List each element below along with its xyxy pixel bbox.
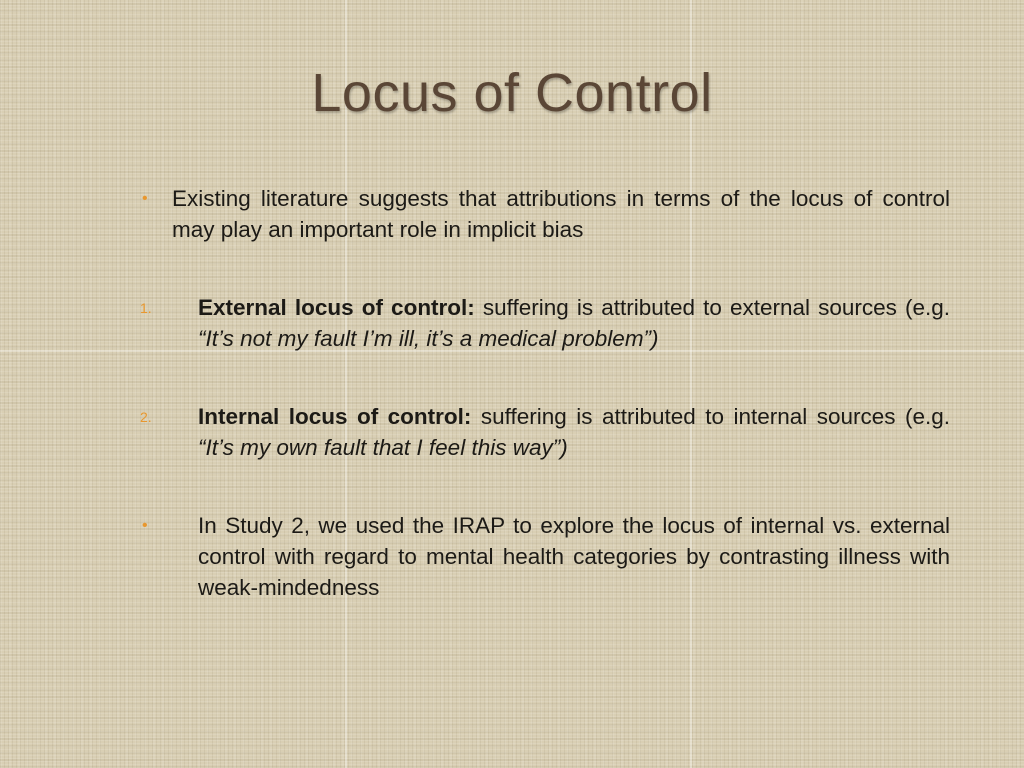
bullet-icon: • <box>142 190 148 207</box>
list-item <box>138 183 950 245</box>
item-text: In Study 2, we used the IRAP to explore the locus of internal vs. external control with regard to mental health categories by contrasting illness with weak-mindedness <box>198 513 950 600</box>
bullet-list <box>138 183 950 650</box>
item-heading: Internal locus of control: <box>198 404 472 429</box>
bullet-icon: • <box>142 517 148 534</box>
item-text: Existing literature suggests that attributions in terms of the locus of control may play an important role in implicit bias <box>172 186 950 242</box>
item-quote: “It’s not my fault I’m ill, it’s a medical problem”) <box>198 326 659 351</box>
list-number: 2. <box>140 409 152 425</box>
list-item-internal <box>138 401 950 463</box>
list-number: 1. <box>140 300 152 316</box>
item-text: suffering is attributed to external sources (e.g. <box>474 295 951 320</box>
item-quote: “It’s my own fault that I feel this way”) <box>198 435 568 460</box>
item-text: suffering is attributed to internal sources (e.g. <box>471 404 951 429</box>
slide-title: Locus of Control <box>311 63 713 123</box>
item-heading: External locus of control: <box>198 295 475 320</box>
list-item <box>138 510 950 603</box>
list-item-external <box>138 292 950 354</box>
